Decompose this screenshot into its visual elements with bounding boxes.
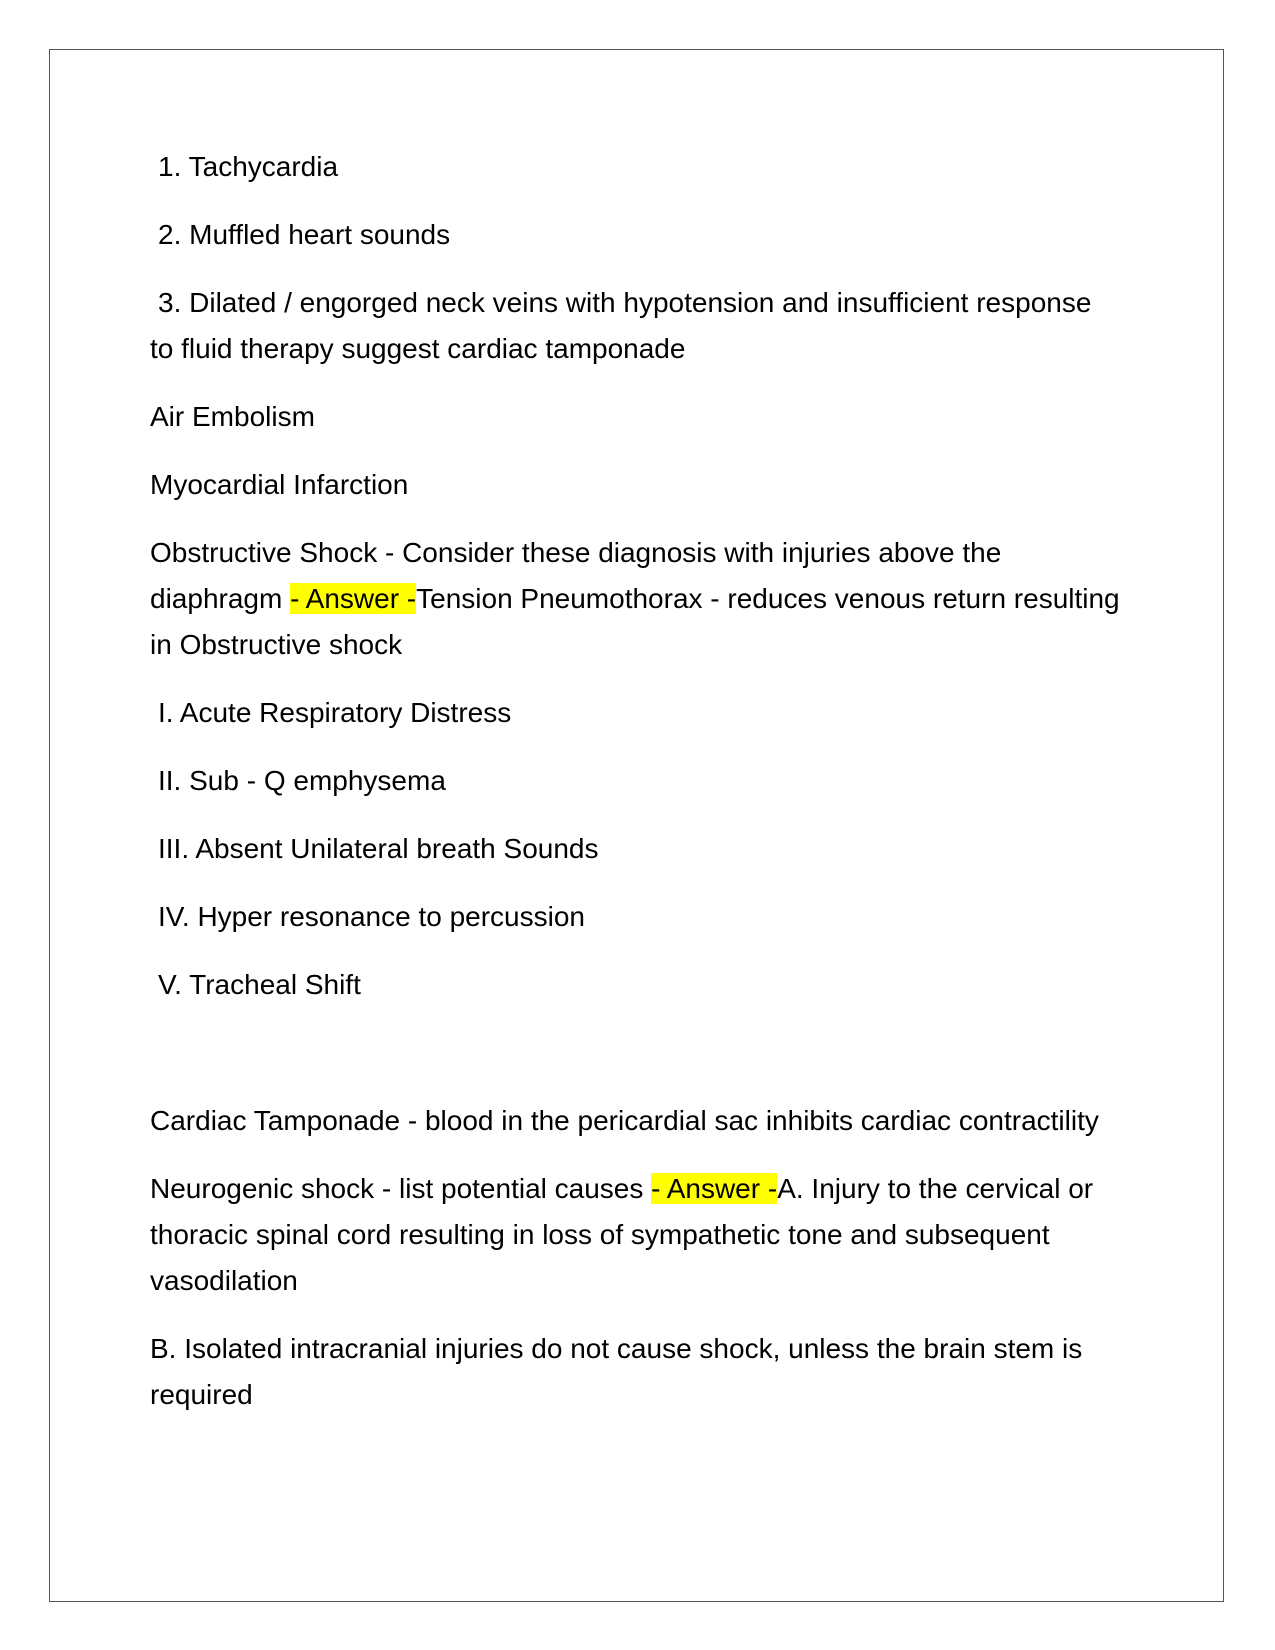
answer-highlight: - Answer - (651, 1173, 778, 1204)
answer-highlight: - Answer - (290, 583, 417, 614)
list-item-tachycardia: 1. Tachycardia (158, 151, 339, 182)
list-item-tracheal-shift: V. Tracheal Shift (158, 969, 361, 1000)
neurogenic-shock-answer-a: A. Injury to the cervical or thoracic spinal cord resulting in loss of sympathetic tone and subsequent vasodilation (150, 1173, 1094, 1296)
neurogenic-shock-question: Neurogenic shock - list potential causes (150, 1173, 652, 1204)
list-item-hyper-resonance: IV. Hyper resonance to percussion (158, 901, 585, 932)
list-item-sub-q-emphysema: II. Sub - Q emphysema (158, 765, 446, 796)
neurogenic-shock-paragraph (150, 1166, 1120, 1304)
list-item-absent-breath-sounds: III. Absent Unilateral breath Sounds (158, 833, 599, 864)
myocardial-infarction: Myocardial Infarction (150, 469, 409, 500)
obstructive-shock-paragraph (150, 530, 1120, 668)
obstructive-shock-question: Obstructive Shock - Consider these diagnosis with injuries above the diaphragm (150, 537, 1002, 614)
air-embolism: Air Embolism (150, 401, 315, 432)
list-item-dilated-neck-veins (150, 280, 1120, 372)
blank-line (150, 1030, 1120, 1076)
document-body (150, 144, 1120, 1440)
cardiac-tamponade-paragraph: Cardiac Tamponade - blood in the pericardial sac inhibits cardiac contractility (150, 1105, 1099, 1136)
list-item-acute-respiratory-distress: I. Acute Respiratory Distress (158, 697, 512, 728)
list-item-muffled-heart-sounds: 2. Muffled heart sounds (158, 219, 451, 250)
neurogenic-shock-answer-b: B. Isolated intracranial injuries do not cause shock, unless the brain stem is required (150, 1333, 1083, 1410)
obstructive-shock-answer: Tension Pneumothorax - reduces venous return resulting in Obstructive shock (150, 583, 1120, 660)
list-item-dilated-neck-veins-text: 3. Dilated / engorged neck veins with hypotension and insufficient response to fluid therapy suggest cardiac tamponade (150, 287, 1092, 364)
